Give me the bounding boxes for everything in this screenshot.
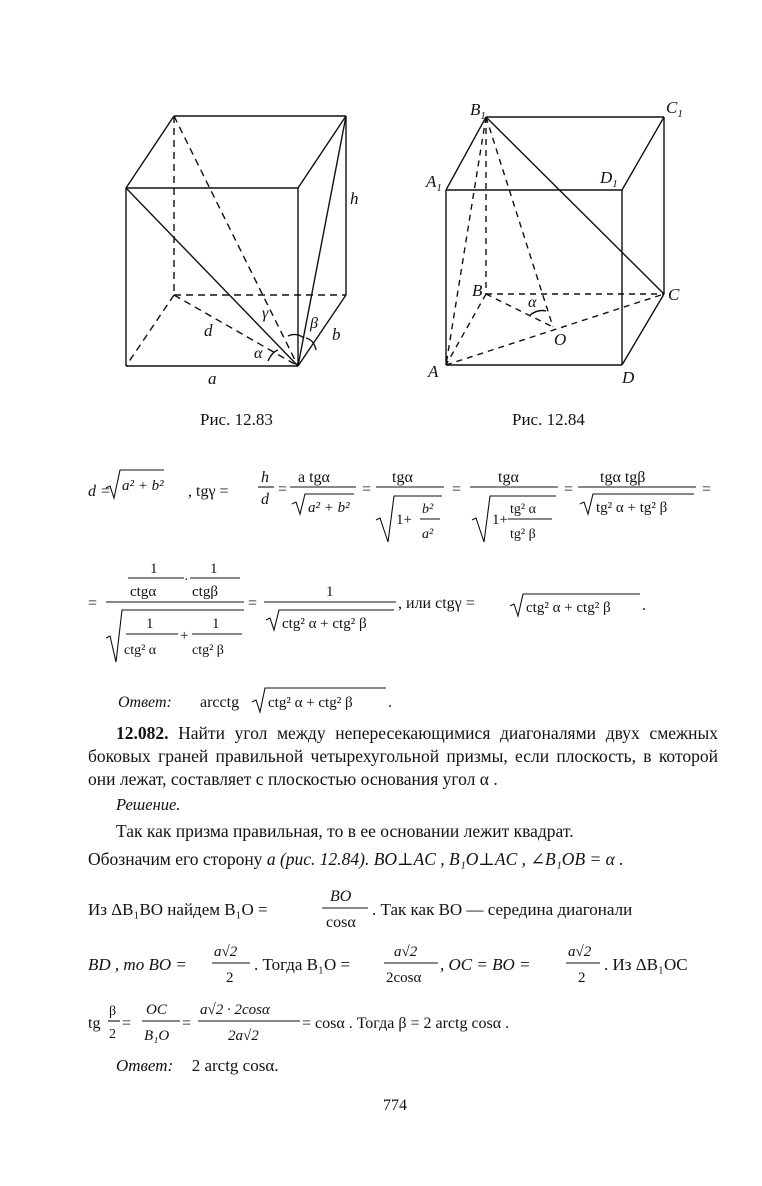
eq: = xyxy=(278,481,288,498)
eq: = xyxy=(452,481,462,498)
one-plus-2: 1+ xyxy=(492,512,508,528)
sqrt-ab-1: a² + b² xyxy=(122,478,164,494)
label-B: B xyxy=(472,281,483,300)
one-plus-1: 1+ xyxy=(396,512,412,528)
label-b: b xyxy=(332,325,341,344)
solution-l4a: BD , то BO = xyxy=(88,955,187,974)
label-B1: $B_1$ xyxy=(470,100,486,122)
eq: = xyxy=(362,481,372,498)
solution-l3num: BO xyxy=(330,888,352,905)
solution-l3b: . Так как BO — середина диагонали xyxy=(372,900,633,919)
label-D: D xyxy=(622,368,635,387)
solution-l5d1: 2 xyxy=(109,1027,116,1042)
eq: = xyxy=(248,595,258,612)
dot: · xyxy=(184,573,189,588)
one-d: 1 xyxy=(212,616,220,632)
den-sqrt-ab: a² + b² xyxy=(308,500,350,516)
den-ctgb: ctgβ xyxy=(192,584,218,600)
sqrt-ctg-2: ctg² α + ctg² β xyxy=(526,600,611,616)
ctg2a: ctg² α xyxy=(124,643,157,658)
solution-l4d3: 2 xyxy=(578,970,586,986)
answer-1 xyxy=(112,680,432,720)
problem-text: Найти угол между непересекающимися диагоналями двух смежных боковых граней правильной четырехугольной призмы, если плоскость, в которой они лежат, составляет с плоскостью основания угол α . xyxy=(88,723,718,789)
num-h: h xyxy=(261,469,269,486)
caption-12-84: Рис. 12.84 xyxy=(512,410,585,429)
answer-1-radicand: ctg² α + ctg² β xyxy=(268,695,353,711)
label-C1: $C_1$ xyxy=(666,98,683,120)
den-sqrt-ctg: ctg² α + ctg² β xyxy=(282,616,367,632)
or-ctg-gamma: , или ctgγ = xyxy=(398,595,475,612)
formula-row-2 xyxy=(84,554,724,672)
solution-p2c: (рис. 12.84). BO⊥AC , B₁O⊥AC , ∠B₁OB = α . xyxy=(275,849,624,869)
frac-tg2b: tg² β xyxy=(510,527,536,542)
solution-line-4 xyxy=(88,934,728,990)
page-number: 774 xyxy=(383,1097,407,1114)
num-tga-2: tgα xyxy=(498,469,519,486)
solution-p2 xyxy=(88,849,624,870)
one-e: 1 xyxy=(326,584,334,600)
formula-row-1 xyxy=(84,458,724,554)
den-sqrt-tg: tg² α + tg² β xyxy=(596,500,668,516)
solution-l4n2: a√2 xyxy=(394,944,418,960)
solution-l5b: = cosα . Тогда β = 2 arctg cosα . xyxy=(302,1015,510,1032)
solution-l5n2: OC xyxy=(146,1002,167,1018)
solution-l5a: tg xyxy=(88,1015,101,1032)
num-tgatgb: tgα tgβ xyxy=(600,469,646,486)
solution-l5d3: 2a√2 xyxy=(228,1028,259,1044)
eq: = xyxy=(122,1015,132,1032)
label-A1: $A_1$ xyxy=(426,172,442,194)
frac-a2: a² xyxy=(422,527,434,542)
label-alpha-right: α xyxy=(528,294,537,311)
solution-l4d1: 2 xyxy=(226,970,234,986)
period: . xyxy=(388,694,392,711)
solution-p1-text: Так как призма правильная, то в ее основании лежит квадрат. xyxy=(116,821,574,841)
solution-l5n1: β xyxy=(109,1004,117,1019)
label-d: d xyxy=(204,321,213,340)
solution-p1 xyxy=(88,820,718,843)
label-C: C xyxy=(668,285,680,304)
solution-l4d2: 2cosα xyxy=(386,970,422,986)
label-D1: $D_1$ xyxy=(600,168,618,190)
frac-b2: b² xyxy=(422,502,434,517)
num-one-b: 1 xyxy=(210,561,218,577)
answer-1-label: Ответ: xyxy=(118,694,172,711)
one-c: 1 xyxy=(146,616,154,632)
label-alpha: α xyxy=(254,345,263,362)
solution-line-3 xyxy=(88,880,728,934)
eq: = xyxy=(702,481,712,498)
label-gamma: γ xyxy=(262,305,269,322)
den-ctga: ctgα xyxy=(130,584,157,600)
answer-2-value: 2 arctg cosα. xyxy=(191,1056,279,1075)
solution-l4n1: a√2 xyxy=(214,944,238,960)
svg-text:d = xyxy=(88,483,111,500)
solution-l4b: . Тогда B₁O = xyxy=(254,955,351,974)
solution-l4n3: a√2 xyxy=(568,944,592,960)
frac-tg2a: tg² α xyxy=(510,502,536,517)
solution-l5d2: B₁O xyxy=(144,1028,170,1044)
solution-p2b: a xyxy=(266,849,276,869)
plus: + xyxy=(180,628,189,644)
num-atga: a tgα xyxy=(298,469,330,486)
answer-2 xyxy=(116,1056,279,1076)
num-one-a: 1 xyxy=(150,561,158,577)
answer-1-prefix: arcctg xyxy=(200,694,240,711)
label-O: O xyxy=(554,330,567,349)
answer-2-label: Ответ: xyxy=(116,1056,174,1075)
period: . xyxy=(642,597,646,614)
ctg2b: ctg² β xyxy=(192,643,224,658)
caption-12-83: Рис. 12.83 xyxy=(200,410,273,429)
solution-l3den: cosα xyxy=(326,914,356,931)
solution-line-5 xyxy=(88,992,728,1048)
solution-p2a: Обозначим его сторону xyxy=(88,849,267,869)
figure-12-83 xyxy=(110,100,380,390)
solution-l4e: . Из ΔB₁OC xyxy=(604,955,688,974)
num-tga-1: tgα xyxy=(392,469,413,486)
d-eq: d = xyxy=(88,483,111,500)
figure-12-84 xyxy=(420,95,690,395)
eq: = xyxy=(88,595,98,612)
solution-l3a: Из ΔB₁BO найдем B₁O = xyxy=(88,900,268,919)
solution-label: Решение. xyxy=(116,795,181,814)
problem-number: 12.082. xyxy=(116,723,169,743)
solution-l5n3: a√2 · 2cosα xyxy=(200,1002,270,1018)
den-d: d xyxy=(261,491,269,508)
label-beta: β xyxy=(310,315,318,332)
eq: = xyxy=(182,1015,192,1032)
label-a: a xyxy=(208,369,217,388)
tg-gamma: , tgγ = xyxy=(188,483,229,500)
eq: = xyxy=(564,481,574,498)
problem-12-082 xyxy=(88,722,718,791)
label-A: A xyxy=(428,362,439,381)
solution-l4c: , OC = BO = xyxy=(440,955,531,974)
label-h: h xyxy=(350,189,359,208)
